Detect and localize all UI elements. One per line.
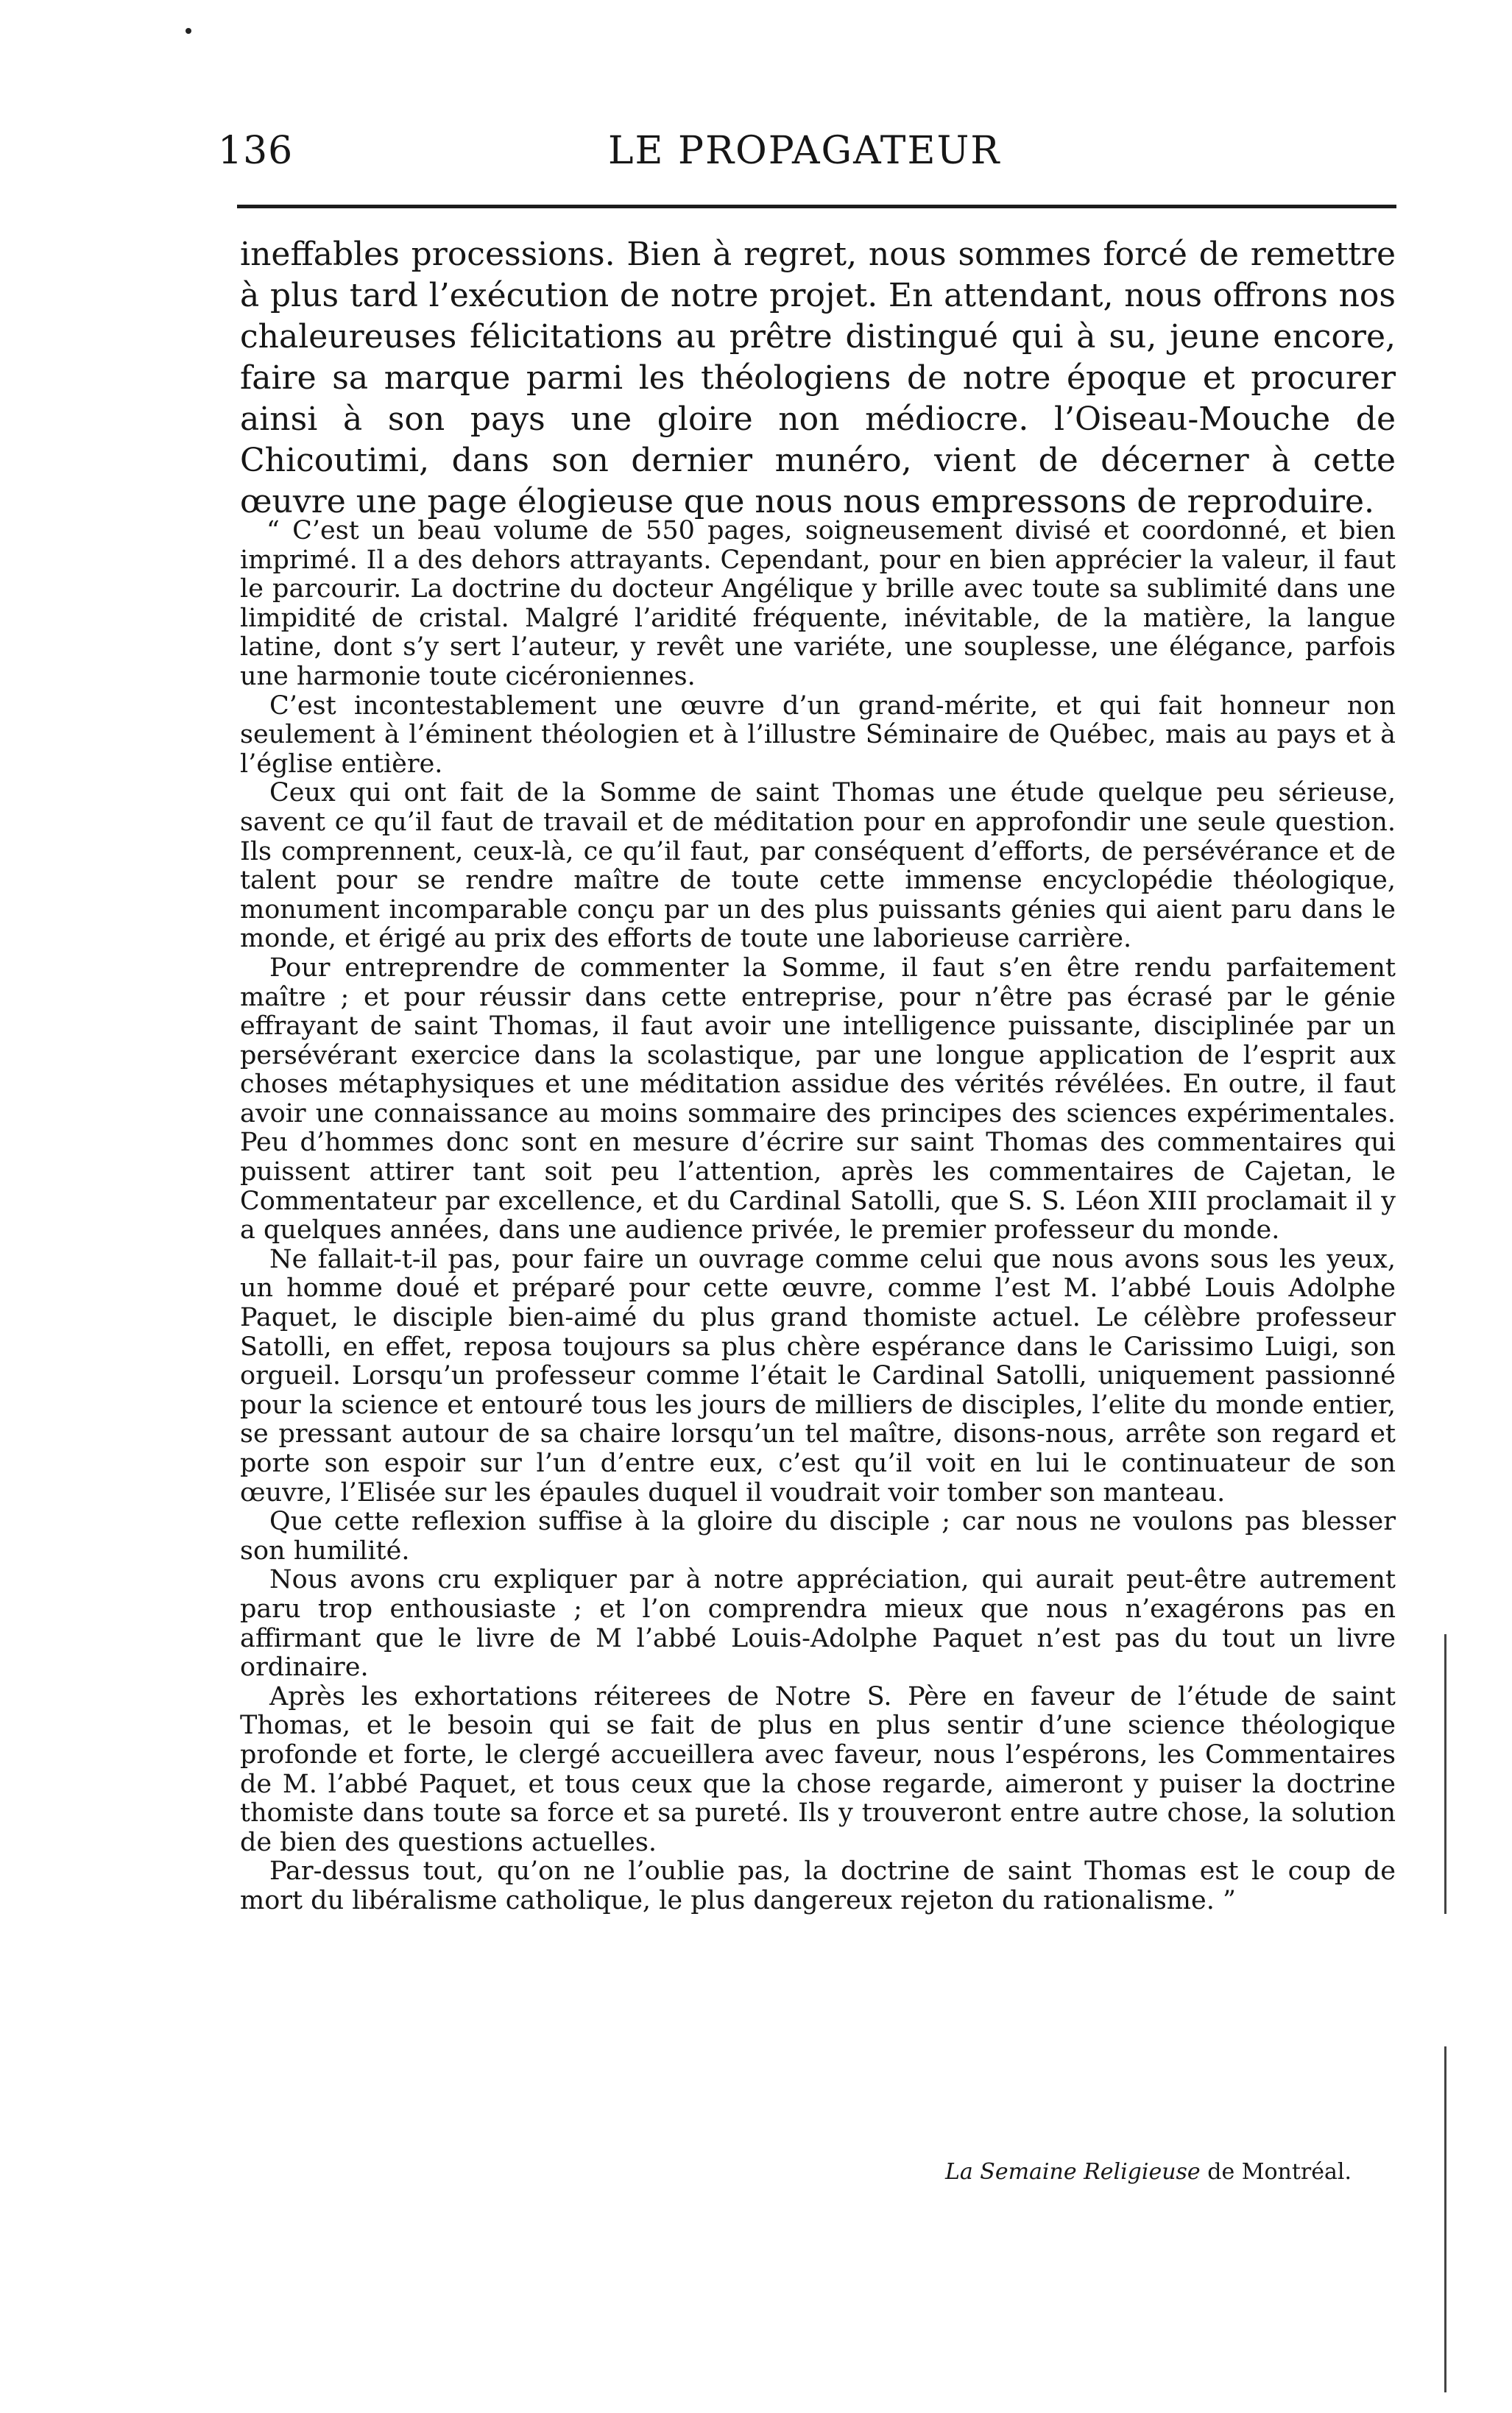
quote-paragraph: Ne fallait-t-il pas, pour faire un ouvrage comme celui que nous avons sous les yeux, un homme doué et préparé pour cette œuvre, comme l’est M. l’abbé Louis Adolphe Paquet, le disciple bien-aimé du plus grand thomiste actuel. Le célèbre professeur Satolli, en effet, reposa toujours sa plus chère espérance dans le Carissimo Luigi, son orgueil. Lorsqu’un professeur comme l’était le Cardinal Satolli, uniquement passionné pour la science et entouré tous les jours de milliers de disciples, l’elite du monde entier, se pressant autour de sa chaire lorsqu’un tel maître, disons-nous, arrête son regard et porte son espoir sur l’un d’entre eux, c’est qu’il voit en lui le continuateur de son œuvre, l’Elisée sur les épaules duquel il voudrait voir tomber son manteau. bbox=[240, 1244, 1396, 1508]
quote-paragraph: Par-dessus tout, qu’on ne l’oublie pas, la doctrine de saint Thomas est le coup de mort du libéralisme catholique, le plus dangereux rejeton du rationalisme. ” bbox=[240, 1856, 1396, 1915]
margin-binding-line bbox=[1444, 2046, 1446, 2392]
quote-paragraph: Nous avons cru expliquer par à notre appréciation, qui aurait peut-être autrement paru trop enthousiaste ; et l’on comprendra mieux que nous n’exagérons pas en affirmant que le livre de M l’abbé Louis-Adolphe Paquet n’est pas du tout un livre ordinaire. bbox=[240, 1565, 1396, 1683]
page-header bbox=[218, 129, 1399, 180]
quote-paragraph: Que cette reflexion suffise à la gloire du disciple ; car nous ne voulons pas blesser son humilité. bbox=[240, 1507, 1396, 1566]
source-attribution bbox=[945, 2159, 1352, 2186]
quote-paragraph: Après les exhortations réiterees de Notre S. Père en faveur de l’étude de saint Thomas, et le besoin qui se fait de plus en plus sentir d’une science théologique profonde et forte, le clergé accueillera avec faveur, nous l’espérons, les Commentaires de M. l’abbé Paquet, et tous ceux que la chose regarde, aimeront y puiser la doctrine thomiste dans toute sa force et sa pureté. Ils y trouveront entre autre chose, la solution de bien des questions actuelles. bbox=[240, 1681, 1396, 1857]
quote-paragraph: C’est incontestablement une œuvre d’un grand-mérite, et qui fait honneur non seulement à l’éminent théologien et à l’illustre Séminaire de Québec, mais au pays et à l’église entière. bbox=[240, 690, 1396, 779]
intro-paragraph bbox=[240, 234, 1396, 523]
page-number: 136 bbox=[218, 129, 294, 173]
margin-binding-line bbox=[1444, 1634, 1446, 1914]
header-rule bbox=[237, 205, 1396, 208]
intro-text: ineffables processions. Bien à regret, nous sommes forcé de remettre à plus tard l’exécution de notre projet. En attendant, nous offrons nos chaleureuses félicitations au prêtre distingué qui à su, jeune encore, faire sa marque parmi les théologiens de notre époque et procurer ainsi à son pays une gloire non médiocre. l’Oiseau-Mouche de Chicoutimi, dans son dernier munéro, vient de décerner à cette œuvre une page élogieuse que nous nous empressons de reproduire. bbox=[240, 236, 1396, 520]
quote-paragraph: Ceux qui ont fait de la Somme de saint Thomas une étude quelque peu sérieuse, savent ce qu’il faut de travail et de méditation pour en approfondir une seule question. Ils comprennent, ceux-là, ce qu’il faut, par conséquent d’efforts, de persévérance et de talent pour se rendre maître de toute cette immense encyclopédie théologique, monument incomparable conçu par un des plus puissants génies qui aient paru dans le monde, et érigé au prix des efforts de toute une laborieuse carrière. bbox=[240, 778, 1396, 954]
quote-paragraph: Pour entreprendre de commenter la Somme, il faut s’en être rendu parfaitement maître ; et pour réussir dans cette entreprise, pour n’être pas écrasé par le génie effrayant de saint Thomas, il faut avoir une intelligence puissante, disciplinée par un persévérant exercice dans la scolastique, par une longue application de l’esprit aux choses métaphysiques et une méditation assidue des vérités révélées. En outre, il faut avoir une connaissance au moins sommaire des principes des sciences expérimentales. Peu d’hommes donc sont en mesure d’écrire sur saint Thomas des commentaires qui puissent attirer tant soit peu l’attention, après les commentaires de Cajetan, le Commentateur par excellence, et du Cardinal Satolli, que S. S. Léon XIII proclamait il y a quelques années, dans une audience privée, le premier professeur du monde. bbox=[240, 953, 1396, 1246]
running-title: LE PROPAGATEUR bbox=[608, 129, 1001, 173]
print-speck bbox=[186, 28, 191, 34]
quote-paragraph: “ C’est un beau volume de 550 pages, soigneusement divisé et coordonné, et bien imprimé. Il a des dehors attrayants. Cependant, pour en bien apprécier la valeur, il faut le parcourir. La doctrine du docteur Angélique y brille avec toute sa sublimité dans une limpidité de cristal. Malgré l’aridité fréquente, inévitable, de la matière, la langue latine, dont s’y sert l’auteur, y revêt une variéte, une souplesse, une élégance, parfois une harmonie toute cicéroniennes. bbox=[240, 516, 1396, 691]
quoted-review bbox=[240, 517, 1396, 1916]
source-title: La Semaine Religieuse bbox=[944, 2159, 1201, 2185]
source-place: de Montréal. bbox=[1207, 2159, 1352, 2185]
